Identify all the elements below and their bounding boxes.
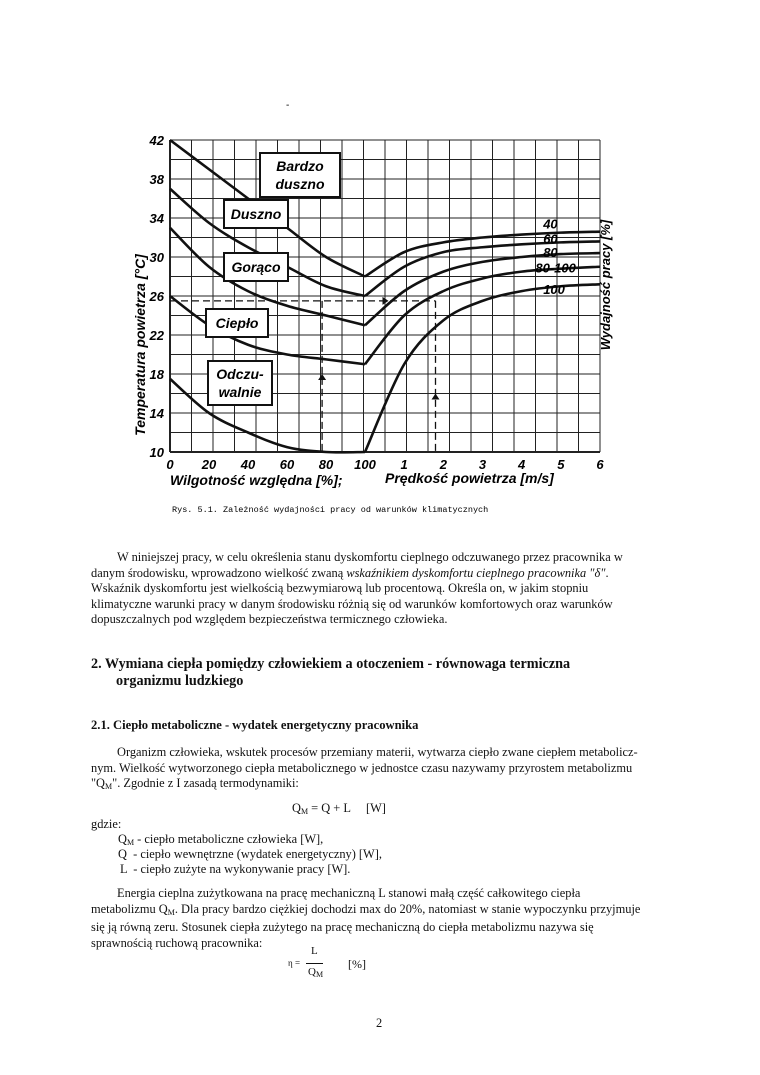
right-axis-label: Wydajność pracy [%] xyxy=(598,219,613,351)
p1-line2 xyxy=(91,566,669,582)
p3-line2 xyxy=(91,902,669,921)
efficiency-label: 100 xyxy=(543,282,565,298)
p3-line3: się ją równą zeru. Stosunek ciepła zużytego na pracę mechaniczną do ciepła metabolizmu nazywa się xyxy=(91,920,594,935)
x-tick-label-speed: 1 xyxy=(400,457,408,472)
formula-efficiency xyxy=(288,943,388,985)
formula2-den-q: Q xyxy=(308,966,316,978)
zone-label: Bardzo xyxy=(276,158,324,174)
def1-q: Q xyxy=(118,832,127,846)
p1-line2-c: . xyxy=(605,565,609,580)
formula2-den-sub: M xyxy=(315,970,324,979)
section-2-line2: organizmu ludzkiego xyxy=(116,673,244,689)
def1-text: - ciepło metaboliczne człowieka [W], xyxy=(134,832,324,846)
p3-line2-b: . Dla pracy bardzo ciężkiej dochodzi max do 20%, natomiast w stanie wypoczynku przyjmuje xyxy=(174,901,641,916)
zone-boxes xyxy=(206,153,340,405)
y-tick-label: 38 xyxy=(149,172,164,187)
formula2-lhs: η = xyxy=(288,958,301,968)
efficiency-label: 60 xyxy=(543,231,558,247)
page-number: 2 xyxy=(376,1016,383,1030)
section-2-1-heading: 2.1. Ciepło metaboliczne - wydatek energetyczny pracownika xyxy=(91,718,419,732)
definition-qm xyxy=(118,832,323,847)
x-tick-label-humidity: 20 xyxy=(201,457,217,472)
p1-line2-a: danym środowisku, wprowadzono wielkość zwaną xyxy=(91,565,347,580)
def1-sub: M xyxy=(126,838,135,847)
x-tick-label-humidity: 100 xyxy=(354,457,376,472)
paragraph-discomfort xyxy=(91,550,669,628)
y-tick-label: 42 xyxy=(149,133,164,148)
formula-heat-balance xyxy=(292,801,386,816)
formula1-rest: = Q + L [W] xyxy=(308,801,386,815)
climate-efficiency-chart xyxy=(90,95,670,525)
y-tick-label: 10 xyxy=(149,445,164,460)
p1-line3: Wskaźnik dyskomfortu jest wielkością bezwymiarową lub procentową. Określa on, w jakim stopniu xyxy=(91,581,589,596)
gdzie-label: gdzie: xyxy=(91,817,122,831)
y-tick-label: 26 xyxy=(149,289,164,304)
paragraph-metabolism xyxy=(91,745,669,795)
zone-label: duszno xyxy=(275,176,325,192)
y-tick-label: 14 xyxy=(149,406,164,421)
formula1-q: Q xyxy=(292,801,301,815)
x-tick-label-humidity: 80 xyxy=(318,457,334,472)
y-axis-label: Temperatura powietrza [°C] xyxy=(132,254,148,436)
formula1-sub: M xyxy=(300,807,309,816)
x-axis-label-right: Prędkość powietrza [m/s] xyxy=(385,470,554,486)
p2-line3-sub: M xyxy=(105,782,113,792)
x-tick-label-speed: 6 xyxy=(596,457,604,472)
p2-line3-a: "Q xyxy=(91,776,106,791)
zone-label: Ciepło xyxy=(215,315,259,331)
efficiency-label: 40 xyxy=(543,216,558,232)
x-tick-label-speed: 2 xyxy=(439,457,447,472)
scan-mark: - xyxy=(286,100,290,111)
x-tick-label-speed: 5 xyxy=(557,457,565,472)
arrow-up-icon xyxy=(432,394,440,400)
x-tick-label-humidity: 60 xyxy=(279,457,295,472)
p2-line3 xyxy=(91,776,669,795)
zone-label: Duszno xyxy=(230,206,282,222)
p1-line1: W niniejszej pracy, w celu określenia stanu dyskomfortu cieplnego odczuwanego przez pracownika w xyxy=(117,550,623,564)
formula2-numerator: L xyxy=(311,945,318,957)
x-tick-label-speed: 3 xyxy=(478,457,487,472)
formula2-denominator xyxy=(308,966,323,979)
y-tick-label: 34 xyxy=(149,211,164,226)
definition-q: Q - ciepło wewnętrzne (wydatek energetyczny) [W], xyxy=(118,847,382,861)
p2-line2: nym. Wielkość wytworzonego ciepła metabolicznego w jednostce czasu nazywamy przyrostem metabolizmu xyxy=(91,760,633,775)
efficiency-label: 80-100 xyxy=(535,260,576,276)
definition-l: L - ciepło zużyte na wykonywanie pracy [W]. xyxy=(120,862,351,876)
p3-line2-sub: M xyxy=(167,907,175,917)
section-2-heading xyxy=(91,656,570,690)
p3-line1: Energia cieplna zużytkowana na pracę mechaniczną L stanowi małą część całkowitego ciepła xyxy=(117,886,581,900)
p1-line5: dopuszczalnych pod względem bezpieczeństwa termicznego człowieka. xyxy=(91,612,448,627)
efficiency-label: 80 xyxy=(543,245,558,260)
figure-caption: Rys. 5.1. Zależność wydajności pracy od warunków klimatycznych xyxy=(172,505,489,515)
paragraph-efficiency xyxy=(91,886,669,951)
zone-label: Odczu- xyxy=(216,366,264,382)
y-tick-label: 18 xyxy=(149,367,164,382)
zone-label: walnie xyxy=(218,384,262,400)
x-tick-label-humidity: 40 xyxy=(240,457,256,472)
section-2-line1: 2. Wymiana ciepła pomiędzy człowiekiem a otoczeniem - równowaga termiczna xyxy=(91,656,571,672)
curve-air-speed xyxy=(365,284,600,452)
p1-line4: klimatyczne warunki pracy w danym środowisku różnią się od warunków komfortowych oraz warunków xyxy=(91,596,613,611)
zone-label: Gorąco xyxy=(231,259,281,275)
y-tick-label: 30 xyxy=(149,250,164,265)
p1-line2-italic: wskaźnikiem dyskomfortu cieplnego pracownika "δ" xyxy=(346,565,606,580)
p2-line3-b: ". Zgodnie z I zasadą termodynamiki: xyxy=(112,776,299,791)
formula2-unit: [%] xyxy=(348,957,366,971)
p3-line2-a: metabolizmu Q xyxy=(91,901,168,916)
x-axis-label-left: Wilgotność względna [%]; xyxy=(170,472,343,488)
x-tick-label-humidity: 0 xyxy=(166,457,174,472)
formula2-fraction-bar xyxy=(306,963,323,964)
x-tick-label-speed: 4 xyxy=(518,457,526,472)
arrow-up-icon xyxy=(318,374,326,380)
p3-line4: sprawnością ruchową pracownika: xyxy=(91,935,263,950)
y-tick-label: 22 xyxy=(149,328,164,343)
p2-line1: Organizm człowieka, wskutek procesów przemiany materii, wytwarza ciepło zwane ciepłem metabolicz- xyxy=(117,745,638,759)
